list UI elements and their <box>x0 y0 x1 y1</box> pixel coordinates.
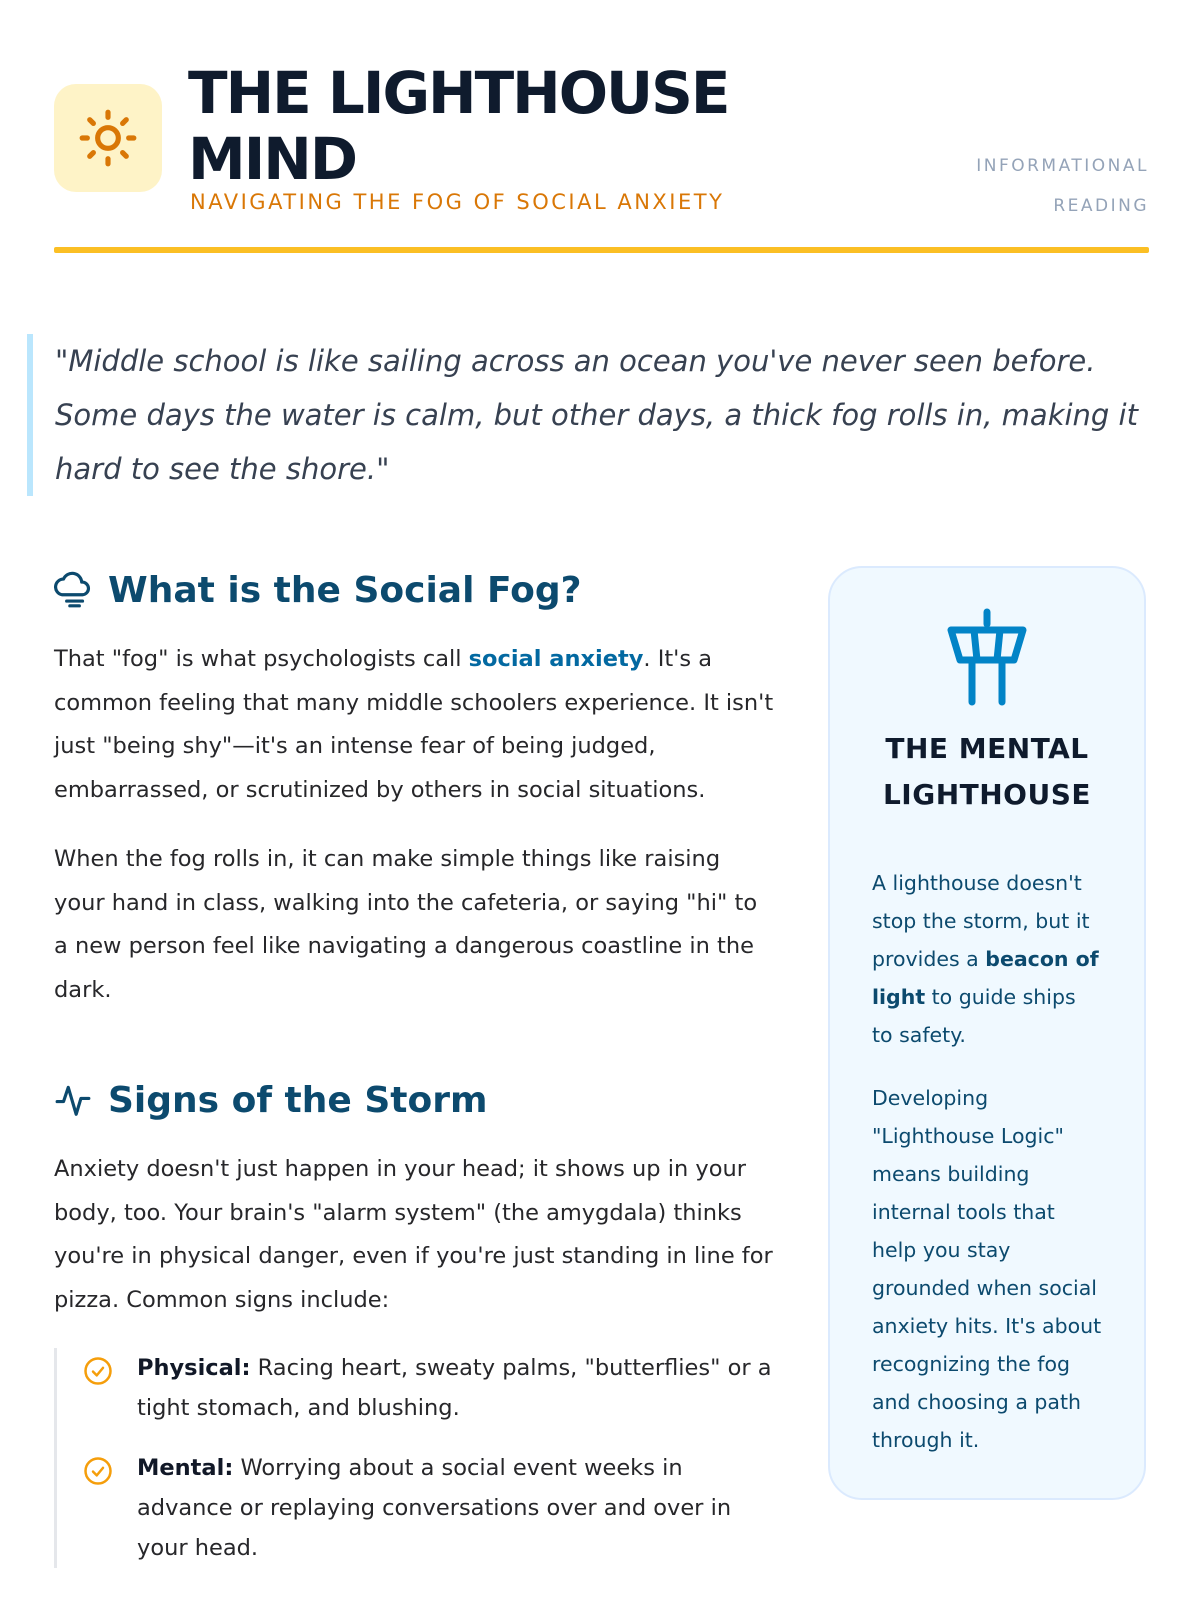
list-item-text <box>137 1348 774 1428</box>
signs-list <box>54 1348 774 1568</box>
section-heading <box>54 560 774 620</box>
sidebar-paragraph <box>872 864 1102 1054</box>
lighthouse-icon <box>944 608 1030 708</box>
section-heading-text: What is the Social Fog? <box>108 569 582 611</box>
section-heading <box>54 1070 774 1130</box>
intro-quote: "Middle school is like sailing across an ocean you've never seen before. Some days the water is calm, but other days, a thick fog rolls in, making it hard to see the shore." <box>27 334 1157 496</box>
text-run: A lighthouse doesn't stop the storm, but it provides a <box>872 871 1090 971</box>
section-heading-text: Signs of the Storm <box>108 1079 488 1121</box>
sidebar-title: THE MENTAL LIGHTHOUSE <box>882 732 1092 811</box>
main-content <box>54 560 774 1588</box>
section-social-fog <box>54 560 774 1012</box>
reading-type-tag: INFORMATIONAL READING <box>976 156 1149 216</box>
sidebar-icon-wrap <box>872 608 1102 708</box>
sun-icon <box>77 107 139 169</box>
section-signs-of-storm <box>54 1070 774 1568</box>
check-circle-icon <box>83 1356 113 1386</box>
page-title: THE LIGHTHOUSE MIND <box>188 59 729 193</box>
bold-text: beacon of light <box>872 947 1099 1009</box>
keyword-social-anxiety: social anxiety <box>468 646 644 672</box>
paragraph <box>54 638 774 812</box>
cloud-icon <box>54 571 92 609</box>
list-item <box>83 1448 774 1568</box>
text-run: . It's a common feeling that many middle schoolers experience. It isn't just "being shy"—it's an intense fear of being judged, embarrassed, or scrutinized by others in social situations. <box>54 646 774 803</box>
header-divider <box>54 247 1149 253</box>
text-run: That "fog" is what psychologists call <box>54 646 469 672</box>
list-item <box>83 1348 774 1428</box>
list-item-label: Mental: <box>137 1455 234 1481</box>
sidebar-mental-lighthouse <box>828 566 1146 1500</box>
page-subtitle: NAVIGATING THE FOG OF SOCIAL ANXIETY <box>190 190 725 214</box>
logo-badge <box>54 84 162 192</box>
pulse-icon <box>54 1081 92 1119</box>
page-header <box>54 60 1149 256</box>
list-item-label: Physical: <box>137 1355 251 1381</box>
sidebar-paragraph: Developing "Lighthouse Logic" means building internal tools that help you stay grounded when social anxiety hits. It's about recognizing the fog and choosing a path through it. <box>872 1086 1102 1452</box>
list-item-text <box>137 1448 774 1568</box>
list-item-body: Worrying about a social event weeks in advance or replaying conversations over and over in your head. <box>137 1455 732 1561</box>
paragraph: Anxiety doesn't just happen in your head; it shows up in your body, too. Your brain's "alarm system" (the amygdala) thinks you're in physical danger, even if you're just standing in line for pizza. Common signs include: <box>54 1156 773 1313</box>
paragraph: When the fog rolls in, it can make simple things like raising your hand in class, walking into the cafeteria, or saying "hi" to a new person feel like navigating a dangerous coastline in the dark. <box>54 846 758 1003</box>
list-item-body: Racing heart, sweaty palms, "butterflies" or a tight stomach, and blushing. <box>137 1355 772 1421</box>
text-run: to guide ships to safety. <box>872 985 1076 1047</box>
check-circle-icon <box>83 1456 113 1486</box>
